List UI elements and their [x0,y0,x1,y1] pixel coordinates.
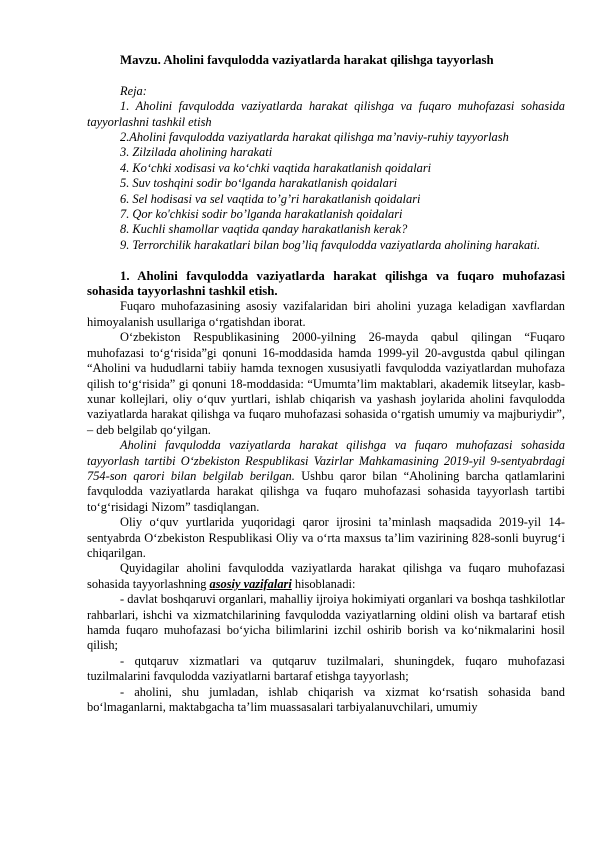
plan-item-8: 8. Kuchli shamollar vaqtida qanday harakatlanish kerak? [120,222,408,237]
bullet-item-2: - qutqaruv xizmatlari va qutqaruv tuzilmalari, shuningdek, fuqaro muhofazasi tuzilmalarini favqulodda vaziyatlarni bartaraf etishga tayyorlash; [87,653,565,684]
bullet-item-1: - davlat boshqaruvi organlari, mahalliy ijroiya hokimiyati organlari va boshqa tashkilotlar rahbarlari, ishchi va xizmatchilarining favqulodda vaziyatlarning oldini olish va bartaraf etish hamda fuqaro muhofazasi bo‘yicha bilimlarini izchil oshirib borish va ko‘nikmalarini hosil qilish; [87,592,565,653]
paragraph-5-start: Quyidagilar aholini favqulodda vaziyatlarda harakat qilishga va fuqaro muhofazasi sohasida tayyorlashning [87,561,565,591]
plan-item-7: 7. Qor ko'chkisi sodir bo’lganda harakatlanish qoidalari [120,207,403,222]
paragraph-3 [87,438,565,515]
paragraph-2: O‘zbekiston Respublikasining 2000-yilning 26-mayda qabul qilingan “Fuqaro muhofazasi to‘g‘risida”gi qonuni 16-moddasida hamda 1999-yil 20-avgustda qabul qilingan “Aholini va hududlarni tabiiy hamda texnogen xususiyatli favqulodda vaziyatlardan muhofaza qilish to‘g‘risida” gi qonuni 18-moddasida: “Umumta’lim maktablari, akademik litseylar, kasb-xunar kollejlari, oliy o‘quv yurtlari, ishlab chiqarish va yashash joylarida aholini favqulodda vaziyatlarda harakat qilishga va fuqaro muhofazasi sohasida o‘rgatish umumiy va majburiydir”, – deb belgilab qo‘yilgan. [87,330,565,437]
plan-item-1: 1. Aholini favqulodda vaziyatlarda harakat qilishga va fuqaro muhofazasi sohasida tayyorlashni tashkil etish [87,99,565,129]
spacer [87,68,565,83]
spacer [87,253,565,268]
plan-item-2: 2.Aholini favqulodda vaziyatlarda harakat qilishga ma’naviy-ruhiy tayyorlash [120,130,509,145]
paragraph-3-italic: Aholini favqulodda vaziyatlarda harakat qilishga va fuqaro muhofazasi sohasida tayyorlash tartibi O‘zbekiston Respublikasi Vazirlar Mahkamasining 2019-yil 9-sentyabrdagi 754-son qarori bilan belgilab berilgan. [87,438,565,483]
plan-item-3: 3. Zilzilada aholining harakati [120,145,273,160]
paragraph-1: Fuqaro muhofazasining asosiy vazifalaridan biri aholini yuzaga keladigan xavflardan himoyalanish usullariga o‘rgatishdan iborat. [87,299,565,329]
paragraph-5-emphasis: asosiy vazifalari [209,576,292,591]
paragraph-5 [87,561,565,592]
plan-item-6: 6. Sel hodisasi va sel vaqtida to’g’ri harakatlanish qoidalari [120,191,421,206]
plan-heading: Reja: [120,83,147,98]
plan-item-9: 9. Terrorchilik harakatlari bilan bog’liq favqulodda vaziyatlarda aholining harakati. [120,237,541,252]
document-body [87,53,565,715]
section-heading: 1. Aholini favqulodda vaziyatlarda harakat qilishga va fuqaro muhofazasi sohasida tayyorlashni tashkil etish. [87,268,565,299]
paragraph-3-rest: Ushbu qaror bilan “Aholining barcha qatlamlarini favqulodda vaziyatlarda harakat qilishga va fuqaro muhofazasi sohasida tayyorlash tartibi to‘g‘risidagi Nizom” tasdiqlangan. [87,468,565,514]
document-title: Mavzu. Aholini favqulodda vaziyatlarda harakat qilishga tayyorlash [120,53,494,67]
paragraph-4: Oliy o‘quv yurtlarida yuqoridagi qaror ijrosini ta’minlash maqsadida 2019-yil 14-sentyabrda O‘zbekiston Respublikasi Oliy va o‘rta maxsus ta’lim vazirining 828-sonli buyrug‘i chiqarilgan. [87,515,565,560]
plan-item-4: 4. Ko‘chki xodisasi va ko‘chki vaqtida harakatlanish qoidalari [120,160,432,175]
paragraph-5-end: hisoblanadi: [291,576,356,591]
plan-item-5: 5. Suv toshqini sodir bo‘lganda harakatlanish qoidalari [120,176,398,191]
bullet-item-3: - aholini, shu jumladan, ishlab chiqarish va xizmat ko‘rsatish sohasida band bo‘lmaganlarni, maktabgacha ta’lim muassasalari tarbiyalanuvchilari, umumiy [87,684,565,715]
